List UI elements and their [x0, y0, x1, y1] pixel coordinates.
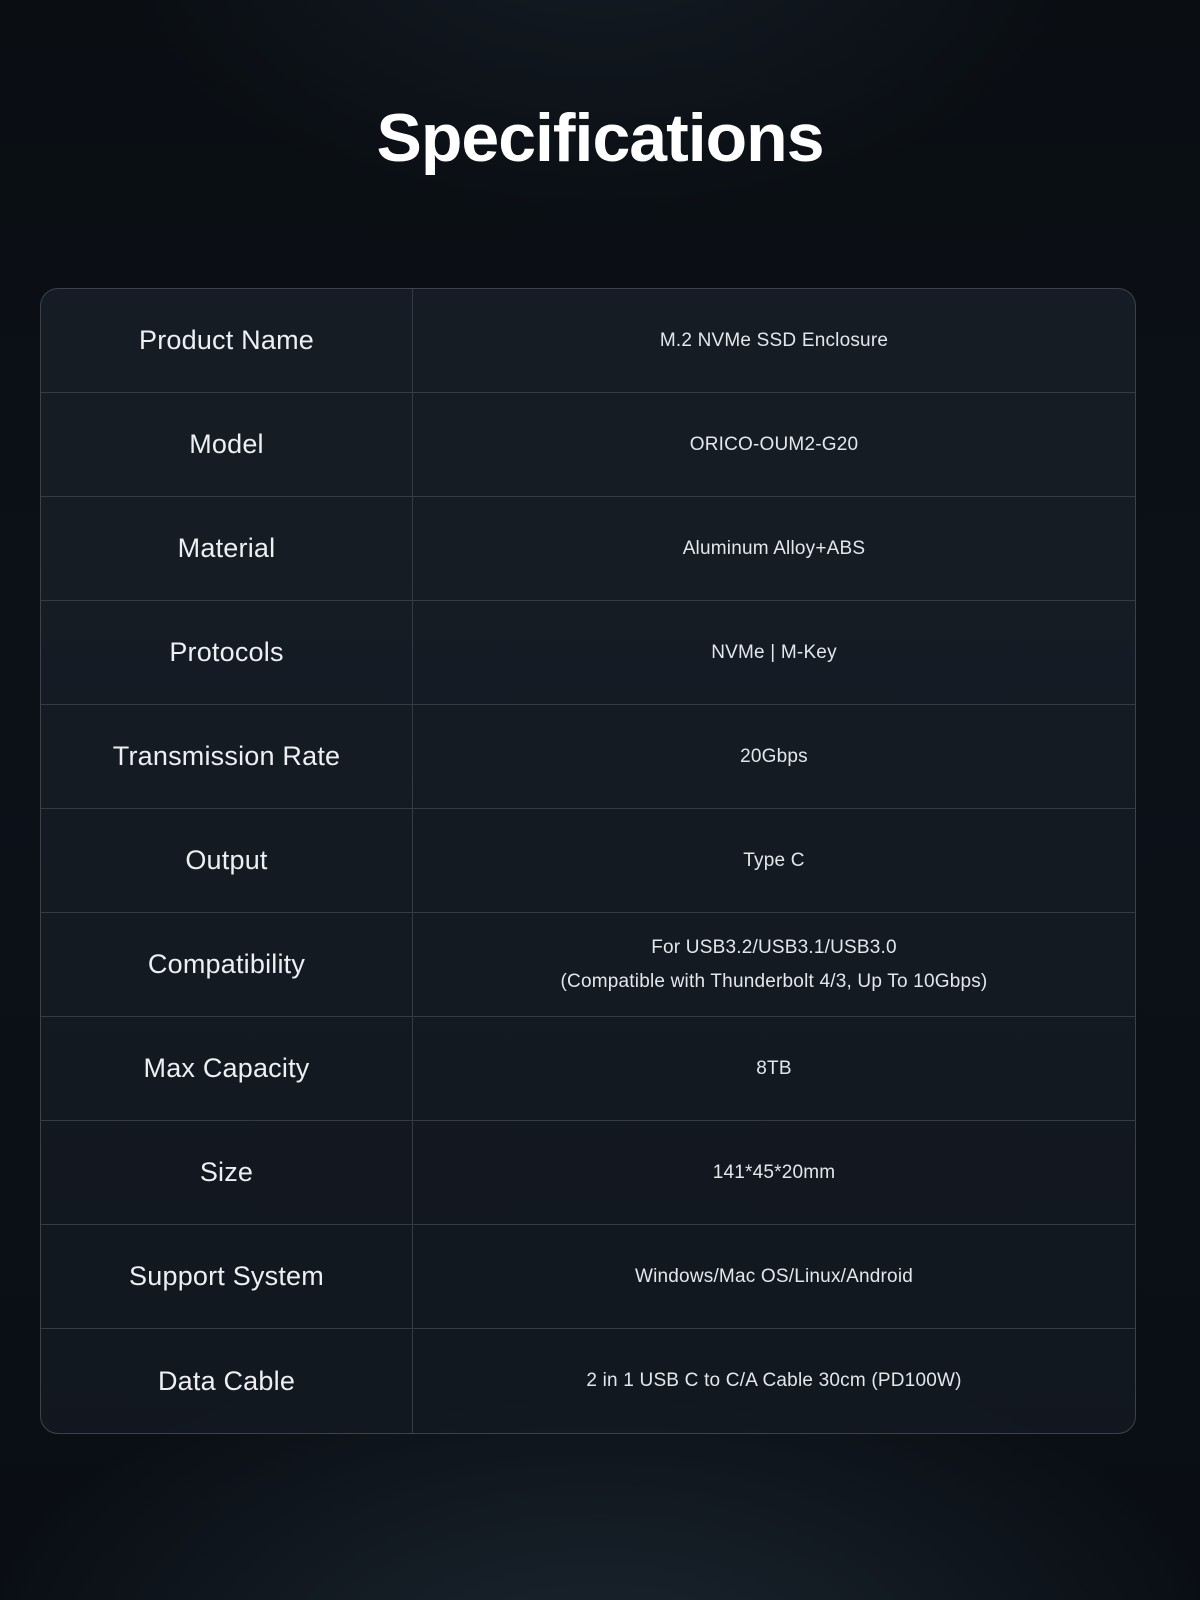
spec-value-line1: ORICO-OUM2-G20	[689, 433, 859, 455]
spec-value	[413, 1121, 1135, 1224]
table-row	[41, 601, 1135, 705]
spec-label: Size	[41, 1121, 413, 1224]
table-row	[41, 809, 1135, 913]
spec-value	[413, 705, 1135, 808]
table-row	[41, 497, 1135, 601]
table-row	[41, 393, 1135, 497]
table-row	[41, 1225, 1135, 1329]
spec-value-line1: 8TB	[756, 1057, 792, 1079]
spec-label: Material	[41, 497, 413, 600]
table-row	[41, 705, 1135, 809]
table-row	[41, 289, 1135, 393]
spec-value-line2: (Compatible with Thunderbolt 4/3, Up To 10Gbps)	[560, 970, 988, 992]
spec-value-line1: 20Gbps	[740, 745, 808, 767]
spec-value-line1: 141*45*20mm	[712, 1161, 836, 1183]
spec-value-line1: NVMe | M-Key	[711, 641, 837, 663]
spec-label: Max Capacity	[41, 1017, 413, 1120]
spec-value-line1: 2 in 1 USB C to C/A Cable 30cm (PD100W)	[586, 1370, 962, 1392]
spec-value	[413, 913, 1135, 1016]
spec-value-line1: Aluminum Alloy+ABS	[682, 537, 866, 559]
spec-label: Data Cable	[41, 1329, 413, 1433]
spec-label: Compatibility	[41, 913, 413, 1016]
spec-label: Model	[41, 393, 413, 496]
spec-label: Transmission Rate	[41, 705, 413, 808]
spec-value	[413, 1329, 1135, 1433]
spec-label: Output	[41, 809, 413, 912]
spec-value-line1: For USB3.2/USB3.1/USB3.0	[651, 937, 897, 959]
spec-value	[413, 1017, 1135, 1120]
spec-value	[413, 393, 1135, 496]
table-row	[41, 1329, 1135, 1433]
spec-value	[413, 1225, 1135, 1328]
table-row	[41, 913, 1135, 1017]
spec-value-line1: Windows/Mac OS/Linux/Android	[634, 1265, 914, 1287]
spec-value	[413, 497, 1135, 600]
spec-label: Product Name	[41, 289, 413, 392]
spec-value-line1: M.2 NVMe SSD Enclosure	[659, 329, 889, 351]
spec-label: Support System	[41, 1225, 413, 1328]
spec-value	[413, 601, 1135, 704]
table-row	[41, 1017, 1135, 1121]
spec-label: Protocols	[41, 601, 413, 704]
spec-value	[413, 289, 1135, 392]
spec-value	[413, 809, 1135, 912]
table-row	[41, 1121, 1135, 1225]
spec-value-line1: Type C	[743, 849, 805, 871]
page-title: Specifications	[376, 100, 824, 176]
specifications-table	[40, 288, 1136, 1434]
